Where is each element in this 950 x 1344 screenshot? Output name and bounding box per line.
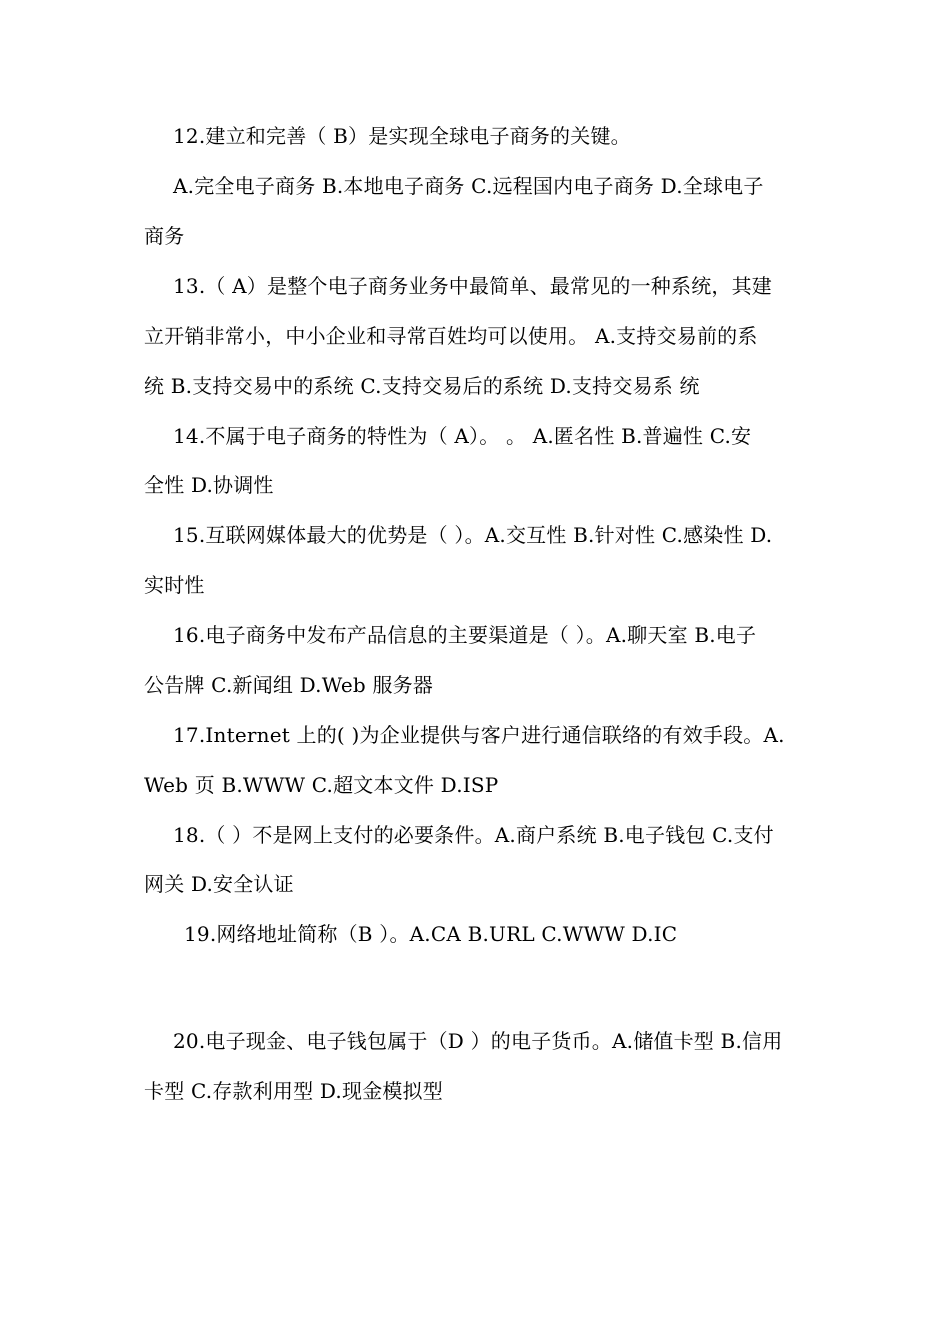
text-line: 20.电子现金、电子钱包属于（D ）的电子货币。A.储值卡型 B.信用 [173, 1029, 783, 1053]
text-line: 商务 [144, 224, 185, 248]
text-line: 实时性 [144, 573, 205, 597]
text-line: 13.（ A）是整个电子商务业务中最简单、最常见的一种系统，其建 [173, 274, 773, 298]
text-line: 公告牌 C.新闻组 D.Web 服务器 [144, 673, 434, 697]
text-line: 卡型 C.存款利用型 D.现金模拟型 [144, 1079, 443, 1103]
text-line: 19.网络地址简称（B ）。A.CA B.URL C.WWW D.IC [184, 922, 678, 946]
text-line: 全性 D.协调性 [144, 473, 274, 497]
text-line: 统 B.支持交易中的系统 C.支持交易后的系统 D.支持交易系 统 [144, 374, 700, 398]
text-line: 12.建立和完善（ B）是实现全球电子商务的关键。 [173, 124, 631, 148]
text-line: 17.Internet 上的( )为企业提供与客户进行通信联络的有效手段。A. [173, 723, 785, 747]
text-line: 16.电子商务中发布产品信息的主要渠道是（ ）。A.聊天室 B.电子 [173, 623, 757, 647]
text-line: Web 页 B.WWW C.超文本文件 D.ISP [144, 773, 499, 797]
text-line: 14.不属于电子商务的特性为（ A）。 。 A.匿名性 B.普遍性 C.安 [173, 424, 752, 448]
text-line: 15.互联网媒体最大的优势是（ ）。A.交互性 B.针对性 C.感染性 D. [173, 523, 773, 547]
text-line: 立开销非常小，中小企业和寻常百姓均可以使用。 A.支持交易前的系 [144, 324, 758, 348]
text-line: 18.（ ）不是网上支付的必要条件。A.商户系统 B.电子钱包 C.支付 [173, 823, 774, 847]
text-line: A.完全电子商务 B.本地电子商务 C.远程国内电子商务 D.全球电子 [173, 174, 764, 198]
text-line: 网关 D.安全认证 [144, 872, 294, 896]
